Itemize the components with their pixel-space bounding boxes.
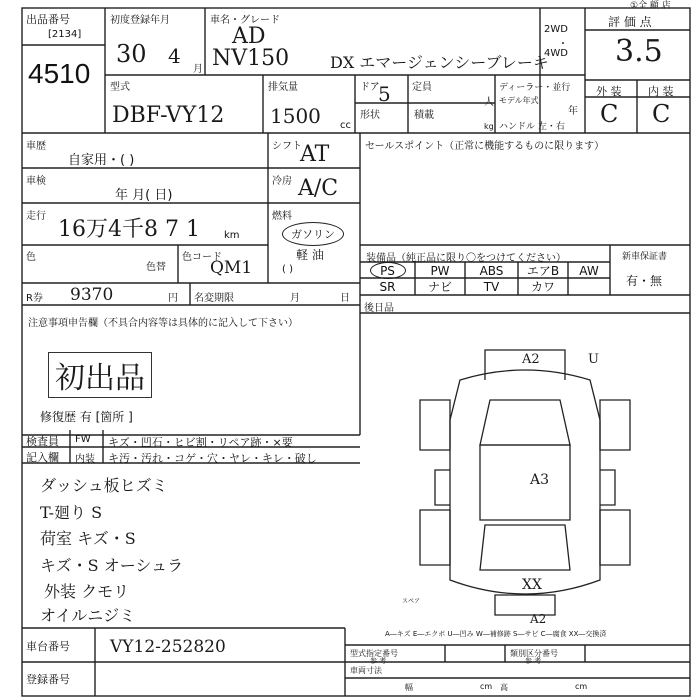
registration-month-unit: 月 bbox=[193, 64, 203, 75]
shift-value: AT bbox=[300, 142, 330, 167]
shift-label: シフト bbox=[272, 141, 302, 152]
inspection-value: 年 月( 日) bbox=[115, 188, 173, 203]
interior-grade: C bbox=[652, 100, 671, 128]
score-label: 評 価 点 bbox=[608, 15, 652, 29]
color-label: 色 bbox=[26, 252, 36, 263]
drive-dot: ・ bbox=[558, 39, 568, 50]
equip-sr: SR bbox=[379, 280, 396, 294]
displacement-unit: cc bbox=[340, 120, 351, 131]
fuel-label: 燃料 bbox=[272, 211, 292, 222]
equipment-label: 装備品（純正品に限り〇をつけてください） bbox=[366, 253, 566, 264]
model-variant: NV150 bbox=[212, 46, 290, 71]
lot-label: 出品番号 bbox=[26, 13, 70, 26]
lot-number: 4510 bbox=[28, 58, 91, 89]
capacity-unit: 人 bbox=[484, 97, 494, 108]
usage-label: 車歴 bbox=[26, 141, 46, 152]
limit-day: 日 bbox=[340, 293, 350, 304]
fuel-selected: ガソリン bbox=[282, 222, 344, 246]
usage-value: 自家用・( ) bbox=[68, 153, 135, 168]
exterior-label: 外 装 bbox=[596, 85, 622, 98]
remark-line: オイルニジミ bbox=[40, 606, 136, 625]
registration-year: 30 bbox=[116, 40, 147, 68]
recycle-unit: 円 bbox=[168, 293, 178, 304]
load-unit: kg bbox=[484, 122, 494, 131]
inspection-label: 車検 bbox=[26, 176, 46, 187]
spare-label: スペア bbox=[402, 598, 421, 605]
class-number-label: 類別区分番号 bbox=[510, 649, 558, 658]
equip-ps: PS bbox=[380, 264, 395, 278]
limit-label: 名変期限 bbox=[194, 293, 234, 304]
type-designation-ref: 参 考 bbox=[370, 657, 387, 665]
lot-code: [2134] bbox=[48, 29, 82, 40]
damage-mark: A3 bbox=[530, 472, 550, 488]
doors-value: 5 bbox=[378, 82, 391, 106]
fuel-diesel: 軽 油 bbox=[296, 248, 324, 262]
notes-label: 注意事項申告欄（不具合内容等は具体的に記入して下さい） bbox=[28, 318, 298, 329]
recycle-value: 9370 bbox=[70, 285, 114, 305]
drive-4wd: 4WD bbox=[544, 48, 568, 59]
size-cm: cm bbox=[575, 682, 588, 691]
load-label: 積載 bbox=[414, 110, 434, 121]
vehicle-size-label: 車両寸法 bbox=[350, 666, 382, 675]
guarantee-value: 有・無 bbox=[626, 274, 663, 288]
model-grade: DX エマージェンシーブレーキ bbox=[330, 53, 549, 72]
model-name: AD bbox=[232, 24, 266, 49]
damage-mark: U bbox=[588, 352, 599, 367]
interior-row-label: 内装 bbox=[75, 454, 95, 465]
type-designation-label: 型式指定番号 bbox=[350, 649, 398, 658]
registration-month: 4 bbox=[168, 44, 181, 68]
equip-airbag: エアB bbox=[526, 264, 560, 278]
size-width-label: 幅 bbox=[405, 683, 413, 692]
equip-ps-circle bbox=[370, 262, 406, 279]
registration-label: 初度登録年月 bbox=[110, 15, 170, 26]
drive-2wd: 2WD bbox=[544, 24, 568, 35]
interior-legend: キ汚・汚れ・コゲ・穴・ヤレ・キレ・破し bbox=[108, 452, 317, 465]
color-code-label: 色コード bbox=[182, 252, 222, 263]
equip-tv: TV bbox=[483, 280, 500, 294]
color-code: QM1 bbox=[210, 258, 253, 278]
type-value: DBF-VY12 bbox=[112, 103, 225, 128]
handle-label: ハンドル 左・右 bbox=[499, 122, 565, 132]
size-height-label: 高 bbox=[500, 683, 508, 692]
sales-point-label: セールスポイント（正常に機能するものに限ります） bbox=[365, 141, 605, 152]
exterior-grade: C bbox=[600, 100, 619, 128]
guarantee-label: 新車保証書 bbox=[622, 252, 668, 262]
damage-legend: A―キズ E―エクボ U―凹み W―補修跡 S―サビ C―腐食 XX―交換済 bbox=[385, 630, 607, 638]
inspector-label: 検査員 bbox=[26, 435, 59, 448]
limit-month: 月 bbox=[290, 293, 300, 304]
top-right-mark: ①全 顧 店 bbox=[630, 1, 671, 11]
capacity-label: 定員 bbox=[412, 82, 432, 93]
displacement-value: 1500 bbox=[270, 104, 321, 128]
type-label: 型式 bbox=[110, 82, 130, 93]
repair-history: 修復歴 有 [箇所 ] bbox=[40, 410, 133, 424]
back-label: 後日品 bbox=[364, 303, 394, 314]
recycle-label: R券 bbox=[26, 293, 43, 304]
reg-no-label: 登録番号 bbox=[26, 673, 70, 686]
equip-leather: カワ bbox=[530, 280, 555, 294]
shape-label: 形状 bbox=[360, 110, 380, 121]
damage-mark: A2 bbox=[530, 612, 547, 626]
damage-mark: A2 bbox=[522, 352, 540, 367]
remark-line: 外装 クモリ bbox=[44, 582, 130, 601]
remark-line: T-廻り S bbox=[40, 503, 103, 522]
fuel-other: ( ) bbox=[282, 264, 293, 275]
equip-aw: AW bbox=[579, 264, 599, 278]
interior-label: 内 装 bbox=[648, 85, 674, 98]
size-cm: cm bbox=[480, 682, 493, 691]
ac-label: 冷房 bbox=[272, 176, 292, 187]
remark-line: ダッシュ板ヒズミ bbox=[40, 476, 168, 495]
model-year-label: モデル年式 bbox=[499, 96, 539, 105]
color-repaint-label: 色替 bbox=[146, 262, 166, 273]
class-number-ref: 参 考 bbox=[525, 657, 542, 665]
fw-legend: キズ・凹石・ヒビ割・リペア跡・×要 bbox=[108, 436, 293, 449]
damage-mark: XX bbox=[522, 577, 542, 593]
score-value: 3.5 bbox=[615, 34, 663, 69]
equip-pw: PW bbox=[430, 264, 450, 278]
model-label: 車名・グレード bbox=[210, 15, 280, 26]
mileage-value: 16万4千8 7 1 bbox=[58, 217, 200, 242]
model-year-unit: 年 bbox=[568, 106, 578, 117]
fw-label: FW bbox=[75, 434, 91, 445]
mileage-unit: km bbox=[224, 230, 240, 241]
mileage-label: 走行 bbox=[26, 211, 46, 222]
displacement-label: 排気量 bbox=[268, 82, 298, 93]
ac-value: A/C bbox=[298, 176, 339, 201]
chassis-number: VY12-252820 bbox=[110, 637, 226, 657]
chassis-label: 車台番号 bbox=[26, 640, 70, 653]
equip-abs: ABS bbox=[479, 264, 504, 278]
doors-label: ドア bbox=[360, 82, 380, 93]
dealer-label: ディーラー・並行 bbox=[499, 83, 571, 93]
entry-label: 記入欄 bbox=[26, 451, 59, 464]
remark-line: キズ・S オーシュラ bbox=[40, 556, 184, 575]
equip-navi: ナビ bbox=[427, 280, 452, 294]
notes-handwritten: 初出品 bbox=[48, 352, 152, 398]
remark-line: 荷室 キズ・S bbox=[40, 529, 136, 548]
